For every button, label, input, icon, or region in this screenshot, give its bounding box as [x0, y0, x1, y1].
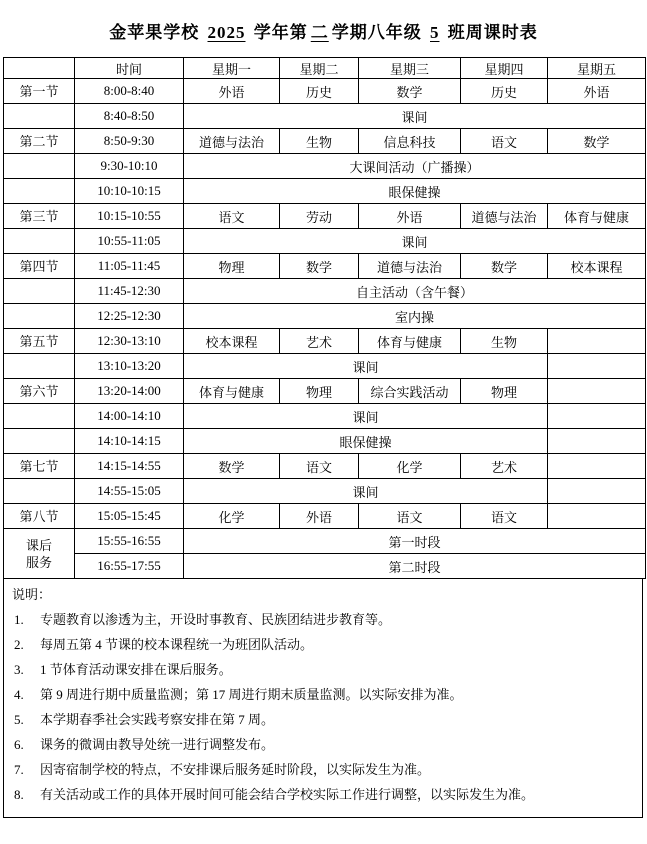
title-part: 学期八年级 — [331, 23, 427, 42]
note-item — [8, 732, 638, 757]
timetable-row — [4, 479, 646, 504]
section-label — [4, 479, 75, 504]
subject-cell: 历史 — [280, 79, 359, 104]
timetable-row — [4, 529, 646, 554]
note-item — [8, 682, 638, 707]
subject-cell: 语文 — [461, 504, 548, 529]
time-cell: 8:40-8:50 — [75, 104, 184, 129]
subject-cell: 校本课程 — [548, 254, 646, 279]
subject-cell: 外语 — [280, 504, 359, 529]
page-title — [0, 18, 647, 43]
timetable-row — [4, 179, 646, 204]
timetable-row — [4, 204, 646, 229]
activity-span-cell: 课间 — [184, 104, 646, 129]
subject-cell: 生物 — [461, 329, 548, 354]
time-cell: 13:20-14:00 — [75, 379, 184, 404]
empty-cell — [548, 379, 646, 404]
subject-cell: 物理 — [461, 379, 548, 404]
note-text: 1 节体育活动课安排在课后服务。 — [40, 662, 232, 677]
subject-cell: 外语 — [184, 79, 280, 104]
time-cell: 15:55-16:55 — [75, 529, 184, 554]
subject-cell: 体育与健康 — [184, 379, 280, 404]
note-number: 6. — [14, 737, 24, 752]
empty-cell — [548, 329, 646, 354]
section-label — [4, 279, 75, 304]
activity-span-cell: 第一时段 — [184, 529, 646, 554]
subject-cell: 数学 — [548, 129, 646, 154]
section-label: 第一节 — [4, 79, 75, 104]
notes-section — [3, 579, 643, 818]
note-item — [8, 607, 638, 632]
timetable-row — [4, 354, 646, 379]
subject-cell: 外语 — [548, 79, 646, 104]
time-cell: 11:45-12:30 — [75, 279, 184, 304]
subject-cell: 体育与健康 — [359, 329, 461, 354]
timetable-row — [4, 154, 646, 179]
note-text: 课务的微调由教导处统一进行调整发布。 — [40, 737, 275, 752]
subject-cell: 劳动 — [280, 204, 359, 229]
timetable-row — [4, 379, 646, 404]
subject-cell: 数学 — [184, 454, 280, 479]
subject-cell: 艺术 — [461, 454, 548, 479]
note-text: 每周五第 4 节课的校本课程统一为班团队活动。 — [40, 637, 314, 652]
subject-cell: 生物 — [280, 129, 359, 154]
time-header: 时间 — [75, 58, 184, 79]
activity-span-cell: 课间 — [184, 404, 548, 429]
activity-span-cell: 自主活动（含午餐） — [184, 279, 646, 304]
time-cell: 10:10-10:15 — [75, 179, 184, 204]
timetable-row — [4, 554, 646, 579]
day-header: 星期三 — [359, 58, 461, 79]
time-cell: 10:15-10:55 — [75, 204, 184, 229]
section-label: 第二节 — [4, 129, 75, 154]
day-header: 星期一 — [184, 58, 280, 79]
subject-cell: 化学 — [359, 454, 461, 479]
activity-span-cell: 室内操 — [184, 304, 646, 329]
note-number: 1. — [14, 612, 24, 627]
title-underlined-part: 二 — [310, 23, 329, 42]
section-label — [4, 104, 75, 129]
timetable-header-row — [4, 58, 646, 79]
time-cell: 9:30-10:10 — [75, 154, 184, 179]
time-cell: 14:15-14:55 — [75, 454, 184, 479]
time-cell: 14:00-14:10 — [75, 404, 184, 429]
note-item — [8, 707, 638, 732]
activity-span-cell: 眼保健操 — [184, 429, 548, 454]
subject-cell: 语文 — [280, 454, 359, 479]
note-number: 5. — [14, 712, 24, 727]
section-label: 第四节 — [4, 254, 75, 279]
note-number: 2. — [14, 637, 24, 652]
time-cell: 16:55-17:55 — [75, 554, 184, 579]
subject-cell: 道德与法治 — [184, 129, 280, 154]
time-cell: 12:30-13:10 — [75, 329, 184, 354]
time-cell: 14:55-15:05 — [75, 479, 184, 504]
subject-cell: 历史 — [461, 79, 548, 104]
timetable-row — [4, 304, 646, 329]
time-cell: 12:25-12:30 — [75, 304, 184, 329]
section-label — [4, 304, 75, 329]
note-item — [8, 632, 638, 657]
subject-cell: 道德与法治 — [359, 254, 461, 279]
timetable-row — [4, 229, 646, 254]
subject-cell: 数学 — [461, 254, 548, 279]
subject-cell: 艺术 — [280, 329, 359, 354]
subject-cell: 语文 — [359, 504, 461, 529]
timetable-header — [4, 58, 646, 79]
time-cell: 15:05-15:45 — [75, 504, 184, 529]
activity-span-cell: 大课间活动（广播操） — [184, 154, 646, 179]
subject-cell: 数学 — [359, 79, 461, 104]
empty-cell — [548, 504, 646, 529]
title-underlined-part: 5 — [430, 23, 440, 42]
note-number: 8. — [14, 787, 24, 802]
empty-cell — [548, 354, 646, 379]
day-header: 星期四 — [461, 58, 548, 79]
subject-cell: 语文 — [461, 129, 548, 154]
timetable-row — [4, 454, 646, 479]
title-part: 学年第 — [248, 23, 308, 42]
time-cell: 11:05-11:45 — [75, 254, 184, 279]
section-label — [4, 404, 75, 429]
section-label — [4, 154, 75, 179]
title-part: 班周课时表 — [442, 23, 538, 42]
section-label: 第五节 — [4, 329, 75, 354]
subject-cell: 数学 — [280, 254, 359, 279]
subject-cell: 道德与法治 — [461, 204, 548, 229]
note-text: 因寄宿制学校的特点，不安排课后服务延时阶段，以实际发生为准。 — [40, 762, 431, 777]
activity-span-cell: 课间 — [184, 354, 548, 379]
section-label — [4, 229, 75, 254]
timetable-row — [4, 254, 646, 279]
time-cell: 8:00-8:40 — [75, 79, 184, 104]
note-text: 第 9 周进行期中质量监测；第 17 周进行期末质量监测。以实际安排为准。 — [40, 687, 463, 702]
corner-header — [4, 58, 75, 79]
section-label — [4, 429, 75, 454]
empty-cell — [548, 429, 646, 454]
empty-cell — [548, 479, 646, 504]
title-part: 金苹果学校 — [109, 23, 205, 42]
note-item — [8, 657, 638, 682]
timetable-row — [4, 279, 646, 304]
time-cell: 8:50-9:30 — [75, 129, 184, 154]
time-cell: 10:55-11:05 — [75, 229, 184, 254]
section-label: 第七节 — [4, 454, 75, 479]
timetable-row — [4, 429, 646, 454]
timetable-row — [4, 404, 646, 429]
section-label — [4, 179, 75, 204]
activity-span-cell: 课间 — [184, 229, 646, 254]
activity-span-cell: 课间 — [184, 479, 548, 504]
timetable-row — [4, 329, 646, 354]
note-number: 4. — [14, 687, 24, 702]
note-number: 3. — [14, 662, 24, 677]
note-text: 本学期春季社会实践考察安排在第 7 周。 — [40, 712, 275, 727]
notes-list — [8, 607, 638, 807]
empty-cell — [548, 454, 646, 479]
subject-cell: 语文 — [184, 204, 280, 229]
timetable-row — [4, 79, 646, 104]
time-cell: 14:10-14:15 — [75, 429, 184, 454]
section-label: 第八节 — [4, 504, 75, 529]
timetable-row — [4, 104, 646, 129]
subject-cell: 校本课程 — [184, 329, 280, 354]
timetable-row — [4, 129, 646, 154]
subject-cell: 外语 — [359, 204, 461, 229]
activity-span-cell: 第二时段 — [184, 554, 646, 579]
section-label: 课后 服务 — [4, 529, 75, 579]
time-cell: 13:10-13:20 — [75, 354, 184, 379]
note-number: 7. — [14, 762, 24, 777]
activity-span-cell: 眼保健操 — [184, 179, 646, 204]
note-item — [8, 757, 638, 782]
note-text: 专题教育以渗透为主，开设时事教育、民族团结进步教育等。 — [40, 612, 392, 627]
timetable-body — [4, 79, 646, 579]
subject-cell: 综合实践活动 — [359, 379, 461, 404]
timetable — [3, 57, 646, 579]
subject-cell: 信息科技 — [359, 129, 461, 154]
subject-cell: 物理 — [280, 379, 359, 404]
subject-cell: 体育与健康 — [548, 204, 646, 229]
section-label: 第三节 — [4, 204, 75, 229]
section-label: 第六节 — [4, 379, 75, 404]
day-header: 星期五 — [548, 58, 646, 79]
timetable-row — [4, 504, 646, 529]
notes-heading: 说明： — [12, 587, 52, 602]
empty-cell — [548, 404, 646, 429]
title-underlined-part: 2025 — [207, 23, 246, 42]
day-header: 星期二 — [280, 58, 359, 79]
note-item — [8, 782, 638, 807]
subject-cell: 化学 — [184, 504, 280, 529]
note-text: 有关活动或工作的具体开展时间可能会结合学校实际工作进行调整，以实际发生为准。 — [40, 787, 535, 802]
subject-cell: 物理 — [184, 254, 280, 279]
section-label — [4, 354, 75, 379]
